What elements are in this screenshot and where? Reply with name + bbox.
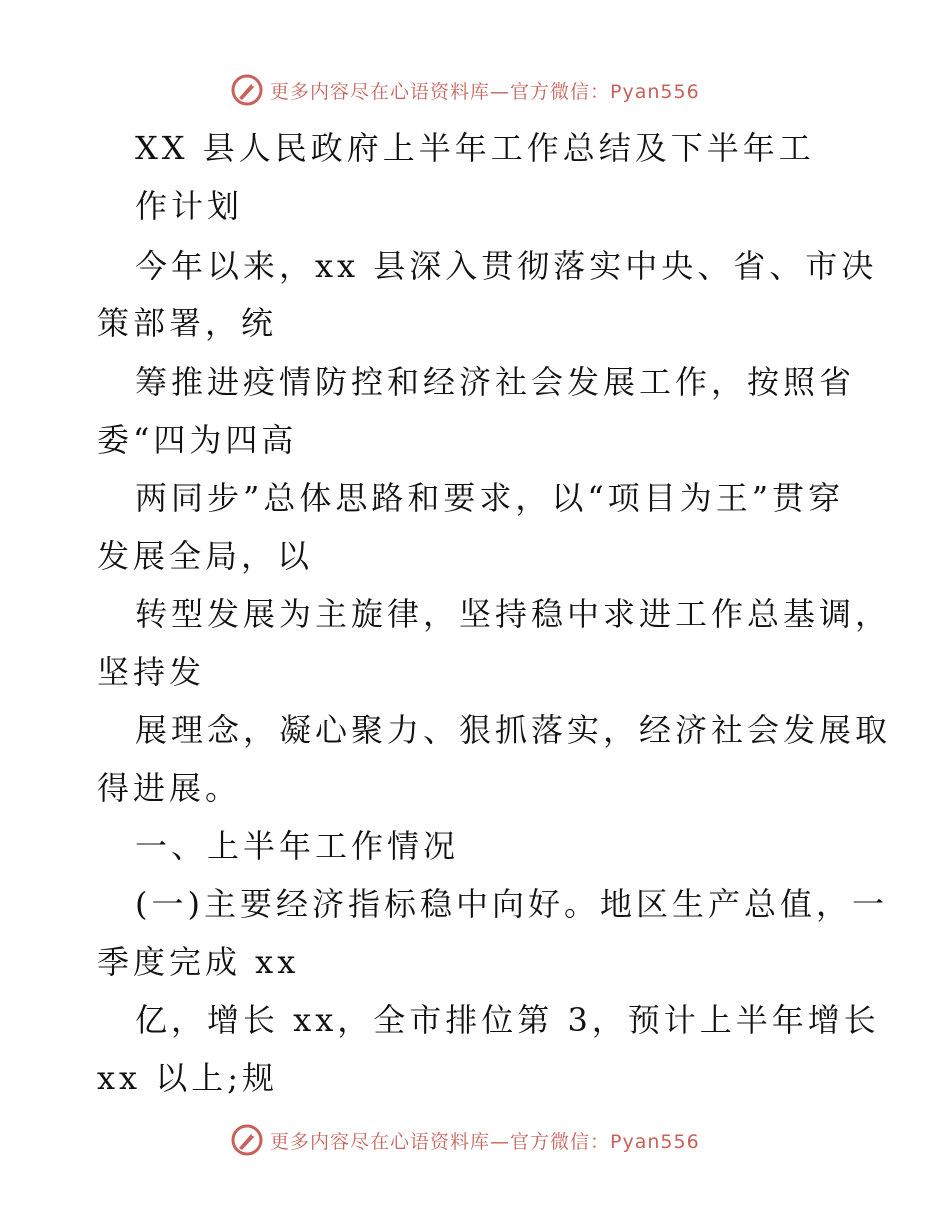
doc-line: 两同步”总体思路和要求，以“项目为王”贯穿: [135, 479, 845, 517]
doc-line: 委“四为四高: [97, 421, 298, 459]
pen-logo-icon: [230, 1123, 264, 1157]
pen-logo-icon: [230, 73, 264, 107]
doc-line: 筹推进疫情防控和经济社会发展工作，按照省: [135, 363, 856, 401]
doc-line: 转型发展为主旋律，坚持稳中求进工作总基调，: [135, 595, 892, 633]
doc-line: 坚持发: [97, 653, 206, 691]
doc-line: 作计划: [135, 187, 244, 225]
section-heading: 一、上半年工作情况: [135, 827, 460, 865]
watermark-text: 更多内容尽在心语资料库—官方微信：Pyan556: [270, 1130, 700, 1153]
doc-line: (一)主要经济指标稳中向好。地区生产总值，一: [135, 885, 888, 923]
watermark-text: 更多内容尽在心语资料库—官方微信：Pyan556: [270, 80, 700, 103]
doc-line: xx 以上;规: [97, 1059, 279, 1097]
doc-line: XX 县人民政府上半年工作总结及下半年工: [135, 129, 815, 167]
watermark-header: [230, 70, 710, 110]
doc-line: 策部署，统: [97, 304, 278, 342]
doc-line: 展理念，凝心聚力、狠抓落实，经济社会发展取: [135, 711, 892, 749]
doc-line: 得进展。: [97, 769, 242, 807]
doc-line: 发展全局，以: [97, 537, 314, 575]
doc-line: 亿，增长 xx，全市排位第 3，预计上半年增长: [135, 1001, 880, 1039]
doc-line: 季度完成 xx: [97, 943, 300, 981]
watermark-footer: [230, 1120, 710, 1160]
doc-line: 今年以来，xx 县深入贯彻落实中央、省、市决: [135, 247, 878, 285]
